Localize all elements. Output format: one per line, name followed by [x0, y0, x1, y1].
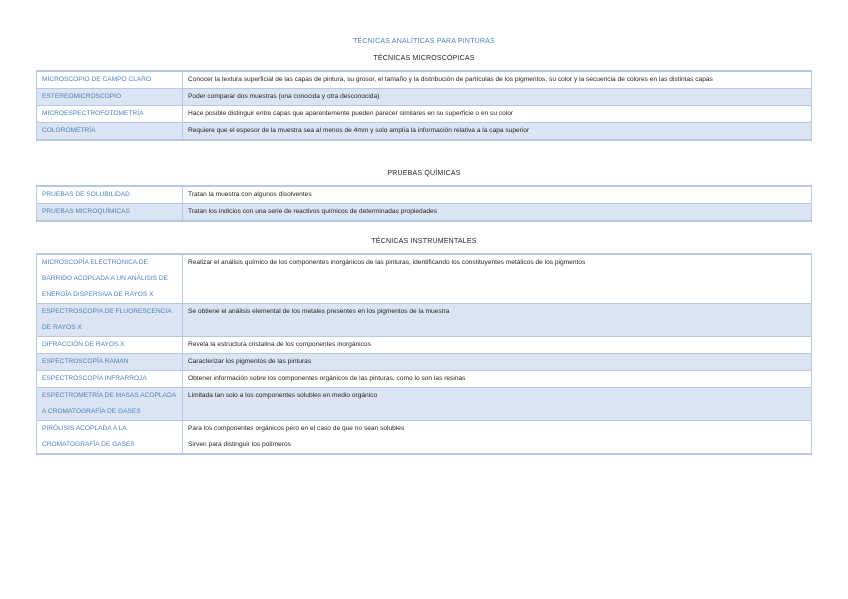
- table-row: [37, 304, 812, 337]
- technique-description: Obtener información sobre los componentes orgánicos de las pinturas, como lo son las resinas: [183, 371, 812, 388]
- technique-name: ESPECTROSCOPÍA INFRARROJA: [37, 371, 183, 388]
- section-heading-microscopic: TÉCNICAS MICROSCÓPICAS: [373, 55, 475, 62]
- technique-name: PRUEBAS DE SOLUBILIDAD: [37, 186, 183, 204]
- section-heading-chemical: PRUEBAS QUÍMICAS: [387, 170, 461, 177]
- table-chemical: [36, 185, 812, 222]
- technique-description: Tratan los indicios con una serie de reactivos químicos de determinadas propiedades: [183, 204, 812, 222]
- table-row: [37, 254, 812, 304]
- table-row: [37, 371, 812, 388]
- table-row: [37, 186, 812, 204]
- document-title: TÉCNICAS ANALÍTICAS PARA PINTURAS: [353, 38, 495, 45]
- technique-description: Se obtiene el análisis elemental de los metales presentes en los pigmentos de la muestra: [183, 304, 812, 337]
- table-microscopic: [36, 70, 812, 141]
- technique-name: COLOROMETRÍA: [37, 123, 183, 141]
- technique-name: MICROSCOPÍA ELECTRÓNICA DE BARRIDO ACOPLADA A UN ANÁLISIS DE ENERGÍA DISPERSIVA DE RAYOS X: [37, 254, 183, 304]
- technique-description: Tratan la muestra con algunos disolventes: [183, 186, 812, 204]
- table-row: [37, 204, 812, 222]
- technique-name: MICROESPECTROFOTOMETRÍA: [37, 106, 183, 123]
- technique-description: Para los componentes orgánicos pero en el caso de que no sean solubles: [188, 425, 405, 432]
- technique-description-cell: [183, 421, 812, 455]
- table-row: [37, 106, 812, 123]
- technique-description: Requiere que el espesor de la muestra sea al menos de 4mm y solo amplía la información relativa a la capa superior: [183, 123, 812, 141]
- table-row: [37, 388, 812, 421]
- technique-description: Limitada tan solo a los componentes solubles en medio orgánico: [183, 388, 812, 421]
- table-row: [37, 89, 812, 106]
- technique-name: ESTEREOMICROSCOPIO: [37, 89, 183, 106]
- technique-name: MICROSCOPIO DE CAMPO CLARO: [37, 71, 183, 89]
- technique-description: Caracterizar los pigmentos de las pinturas: [183, 354, 812, 371]
- technique-name: DIFRACCIÓN DE RAYOS X: [37, 337, 183, 354]
- technique-description: Realizar el análisis químico de los componentes inorgánicos de las pinturas, identificando los constituyentes metálicos de los pigmentos: [183, 254, 812, 304]
- section-heading-instrumental: TÉCNICAS INSTRUMENTALES: [371, 238, 477, 245]
- technique-name: ESPECTROSCOPÍA RAMAN: [37, 354, 183, 371]
- technique-name: PIRÓLISIS ACOPLADA A LA CROMATOGRAFÍA DE GASES: [37, 421, 183, 455]
- technique-description: Conocer la textura superficial de las capas de pintura, su grosor, el tamaño y la distribución de partículas de los pigmentos, su color y la secuencia de colores en las distintas capas: [183, 71, 812, 89]
- technique-description-secondary: Sirven para distinguir los polímeros: [188, 441, 291, 448]
- table-row: [37, 123, 812, 141]
- technique-description: Revela la estructura cristalina de los componentes inorgánicos: [183, 337, 812, 354]
- table-row: [37, 71, 812, 89]
- technique-name: ESPECTROMETRÍA DE MASAS ACOPLADA A CROMATOGRAFÍA DE GASES: [37, 388, 183, 421]
- technique-name: PRUEBAS MICROQUÍMICAS: [37, 204, 183, 222]
- technique-description: Poder comparar dos muestras (una conocida y otra desconocida): [183, 89, 812, 106]
- table-row: [37, 421, 812, 455]
- technique-name: ESPECTROSCOPIA DE FLUORESCENCIA DE RAYOS X: [37, 304, 183, 337]
- table-instrumental: [36, 253, 812, 455]
- table-row: [37, 354, 812, 371]
- table-row: [37, 337, 812, 354]
- technique-description: Hace posible distinguir entre capas que aparentemente pueden parecer similares en su superficie o en su color: [183, 106, 812, 123]
